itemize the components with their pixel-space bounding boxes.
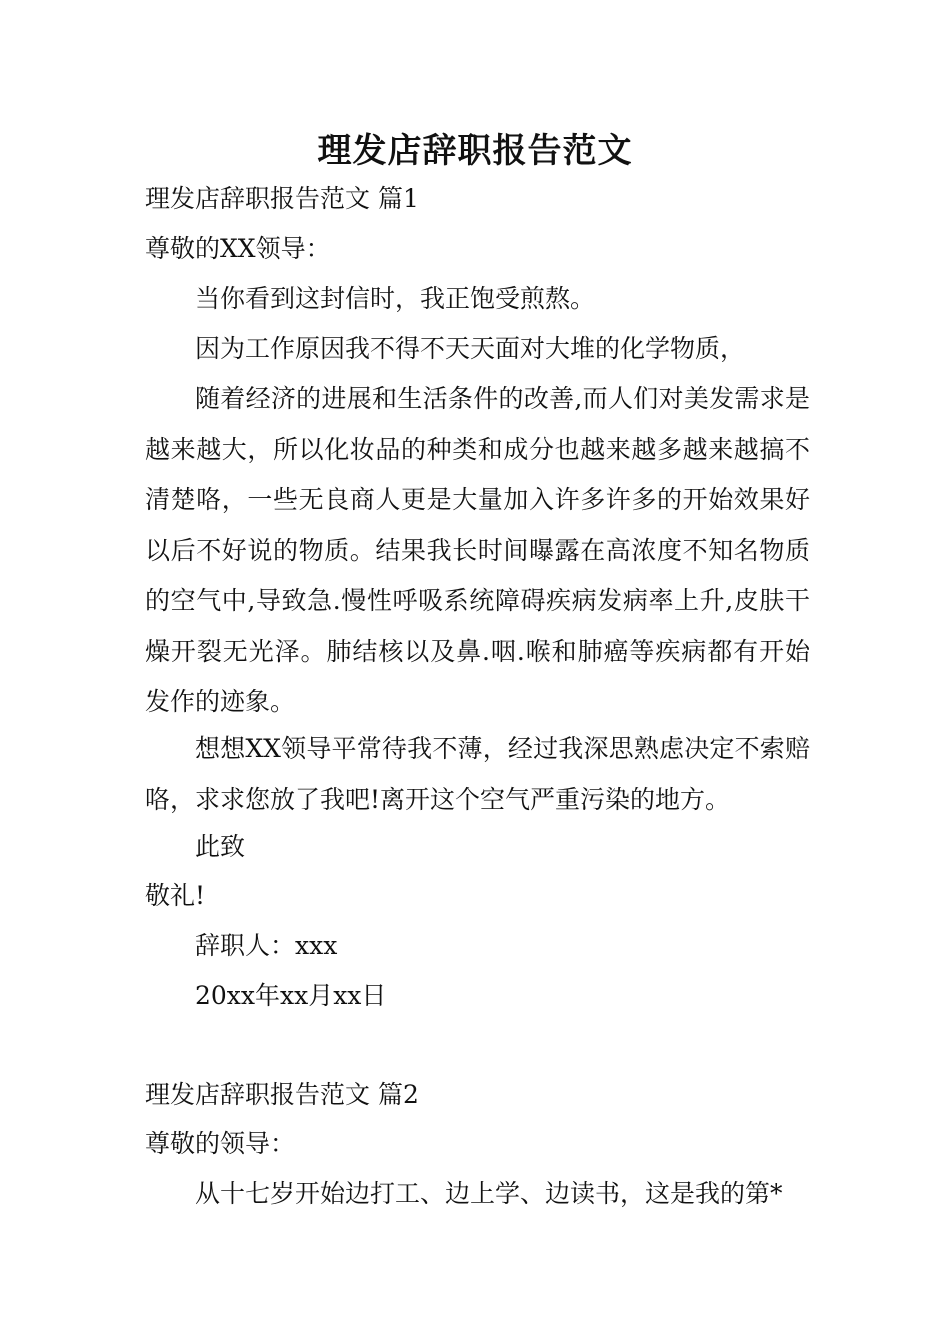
closing-regards: 敬礼!: [145, 881, 206, 910]
section2-paragraph-1: 从十七岁开始边打工、边上学、边读书，这是我的第*: [195, 1179, 783, 1208]
section1-paragraph-1: 当你看到这封信时，我正饱受煎熬。: [195, 284, 596, 313]
section2-heading: 理发店辞职报告范文 篇2: [145, 1080, 419, 1109]
section1-paragraph-4: 想想XX领导平常待我不薄，经过我深思熟虑决定不索赔咯，求求您放了我吧!离开这个空气严重污染的地方。: [145, 734, 810, 814]
section1-salutation: 尊敬的XX领导：: [145, 234, 331, 263]
section1-heading: 理发店辞职报告范文 篇1: [145, 184, 419, 213]
closing-salutation: 此致: [195, 832, 246, 861]
section1-paragraph-2: 因为工作原因我不得不天天面对大堆的化学物质，: [195, 334, 746, 363]
document-title: 理发店辞职报告范文: [317, 131, 633, 171]
signer: 辞职人：xxx: [195, 931, 338, 960]
section1-paragraph-3: 随着经济的进展和生活条件的改善,而人们对美发需求是越来越大，所以化妆品的种类和成分也越来越多越来越搞不清楚咯，一些无良商人更是大量加入许多许多的开始效果好以后不好说的物质。结果我长时间曝露在高浓度不知名物质的空气中,导致急.慢性呼吸系统障碍疾病发病率上升,皮肤干燥开裂无光泽。肺结核以及鼻.咽.喉和肺癌等疾病都有开始发作的迹象。: [145, 384, 810, 716]
section2-salutation: 尊敬的领导：: [145, 1129, 296, 1158]
date: 20xx年xx月xx日: [195, 981, 387, 1010]
